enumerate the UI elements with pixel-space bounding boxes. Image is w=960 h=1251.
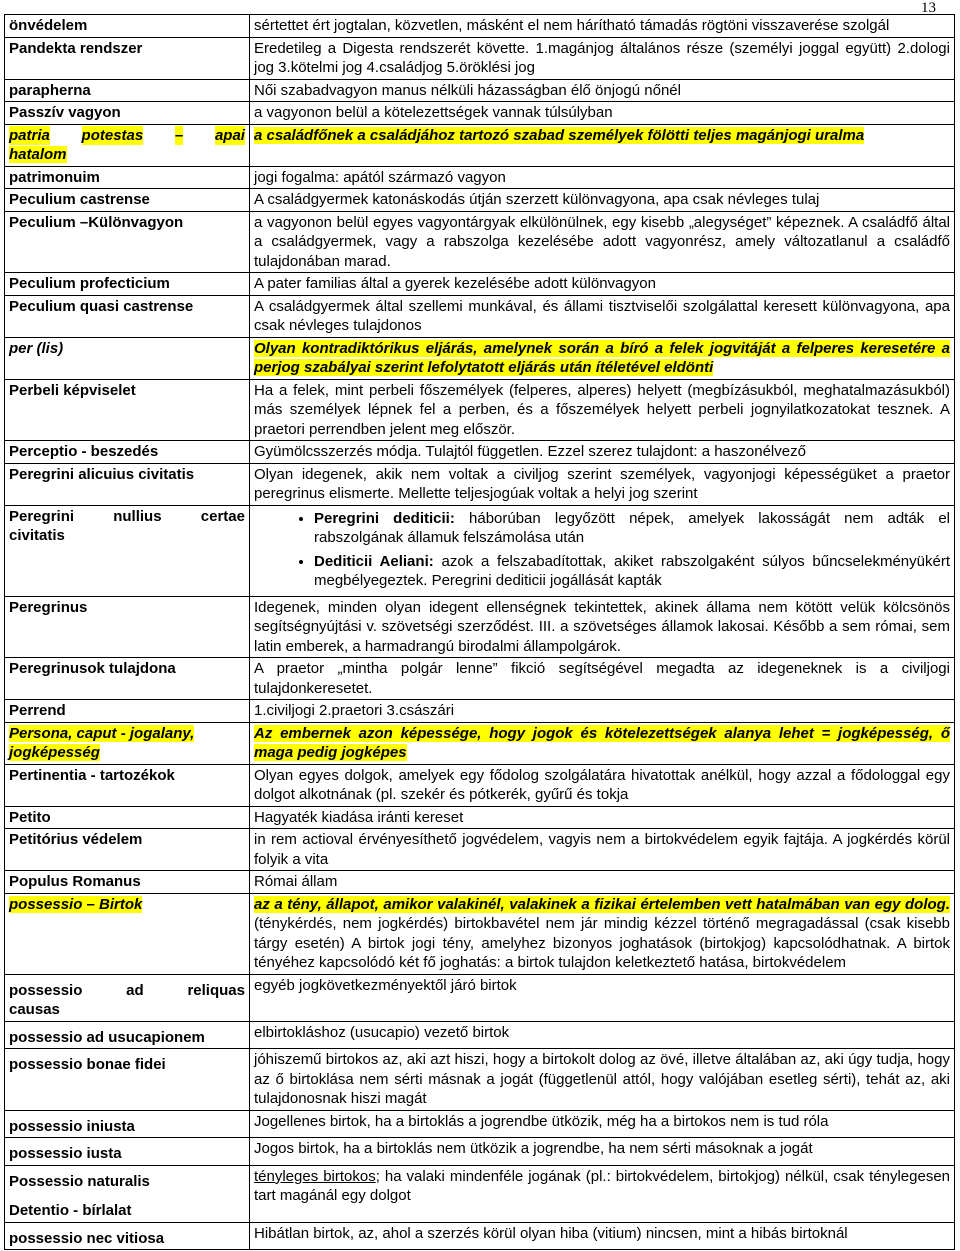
- definition-cell: Hagyaték kiadása iránti kereset: [250, 806, 955, 829]
- term-word: Peregrini: [9, 507, 75, 525]
- definition-cell: a vagyonon belül a kötelezettségek vannak túlsúlyban: [250, 102, 955, 125]
- table-row: [5, 79, 955, 102]
- term-cell: [5, 893, 250, 974]
- definition-cell: A praetor „mintha polgár lenne” fikció segítségével megadta az idegeneknek is a civiljogi tulajdonkeresetet.: [250, 658, 955, 700]
- table-row: [5, 658, 955, 700]
- highlighted-text: possessio – Birtok: [9, 895, 143, 913]
- bullet-text: azok a felszabadítottak, akiket rabszolgaként súlyos bűncselekményükért megbélyegeztek. Peregrini dediticii jogállását kapták: [314, 552, 950, 589]
- definition-cell: Jogellenes birtok, ha a birtoklás a jogrendbe ütközik, még ha a birtokos nem is tud róla: [250, 1110, 955, 1138]
- term-cell: possessio iusta: [5, 1138, 250, 1166]
- term-cell: Passzív vagyon: [5, 102, 250, 125]
- table-row: [5, 764, 955, 806]
- term-cell: Peculium –Különvagyon: [5, 211, 250, 273]
- highlighted-text: Az embernek azon képessége, hogy jogok és kötelezettségek alanya lehet = jogképesség, ő maga pedig jogképes: [254, 724, 950, 761]
- definition-cell: jogi fogalma: apától származó vagyon: [250, 166, 955, 189]
- bullet-label: Peregrini dediticii:: [314, 509, 455, 527]
- definition-cell: jóhiszemű birtokos az, aki azt hiszi, hogy a birtokolt dolog az övé, illetve általában az, aki úgy tudja, hogy az ő birtoklása nem sérti másnak a jogát (függetlenül attól, hogy valójában esetleg sérti), tehát az, aki tulajdonosnak hiszi magát: [250, 1049, 955, 1111]
- definition-cell: [250, 505, 955, 596]
- term-cell: parapherna: [5, 79, 250, 102]
- table-row: [5, 337, 955, 379]
- table-row: [5, 806, 955, 829]
- term-cell: Peculium quasi castrense: [5, 295, 250, 337]
- term-cell: Peregrini alicuius civitatis: [5, 463, 250, 505]
- page-number: 13: [921, 0, 936, 16]
- table-row: [5, 596, 955, 658]
- definition-cell: Gyümölcsszerzés módja. Tulajtól független. Ezzel szerez tulajdont: a haszonélvező: [250, 441, 955, 464]
- bullet-text: háborúban legyőzött népek, amelyek lakosságát nem adták el rabszolgának államuk felszámolása után: [314, 509, 950, 546]
- term-word: hatalom: [9, 146, 67, 163]
- term-cell: Petito: [5, 806, 250, 829]
- list-item: [314, 509, 950, 548]
- definition-cell: sértettet ért jogtalan, közvetlen, másként el nem hárítható támadás rögtöni visszaverése szolgál: [250, 15, 955, 38]
- term-word: reliquas: [187, 981, 245, 999]
- table-row: [5, 441, 955, 464]
- term-cell: possessio ad usucapionem: [5, 1021, 250, 1049]
- term-cell: possessio iniusta: [5, 1110, 250, 1138]
- term-word: patria: [9, 126, 50, 144]
- term-cell: Pandekta rendszer: [5, 37, 250, 79]
- definition-cell: Jogos birtok, ha a birtoklás nem ütközik a jogrendbe, ha nem sérti másoknak a jogát: [250, 1138, 955, 1166]
- table-row: [5, 1222, 955, 1250]
- definition-cell: A családgyermek által szellemi munkával, és állami tisztviselői szolgálattal keresett különvagyona, apa csak névleges tulajdonos: [250, 295, 955, 337]
- term-cell: Pertinentia - tartozékok: [5, 764, 250, 806]
- table-row: [5, 15, 955, 38]
- term-cell: Peregrinus: [5, 596, 250, 658]
- definition-cell: in rem actioval érvényesíthető jogvédelem, vagyis nem a birtokvédelem egyik fajtája. A jogkérdés körül folyik a vita: [250, 829, 955, 871]
- term-word: apai: [214, 126, 245, 144]
- term-cell: Peregrinusok tulajdona: [5, 658, 250, 700]
- term-cell: [5, 1165, 250, 1222]
- table-row: [5, 700, 955, 723]
- table-row: [5, 273, 955, 296]
- term-cell: possessio bonae fidei: [5, 1049, 250, 1111]
- table-row: [5, 1049, 955, 1111]
- table-row: [5, 1110, 955, 1138]
- definition-cell: A pater familias által a gyerek kezelésébe adott különvagyon: [250, 273, 955, 296]
- term-cell: Populus Romanus: [5, 871, 250, 894]
- definition-cell: [250, 893, 955, 974]
- definition-cell: Ha a felek, mint perbeli főszemélyek (felperes, alperes) helyett (megbízásukból, meghatalmazásukból) más személyek lépnek fel a perben, és a főszemélyek helyett perbeli jognyilatkozatokat tesznek. A praetori perrendben jelent meg először.: [250, 379, 955, 441]
- table-row: [5, 893, 955, 974]
- definition-cell: [250, 124, 955, 166]
- table-row: [5, 463, 955, 505]
- definition-text: ; ha valaki mindenféle jogának (pl.: birtokvédelem, birtokjog) nélkül, csak ténylegesen tart magánál egy dolgot: [254, 1167, 950, 1204]
- term-cell: Peculium castrense: [5, 189, 250, 212]
- definition-cell: egyéb jogkövetkezményektől járó birtok: [250, 974, 955, 1021]
- term-cell: patrimonuim: [5, 166, 250, 189]
- underlined-text: tényleges birtokos: [254, 1167, 376, 1185]
- table-row: [5, 1021, 955, 1049]
- table-row: [5, 871, 955, 894]
- term-cell: Peculium profecticium: [5, 273, 250, 296]
- term-cell: Perbeli képviselet: [5, 379, 250, 441]
- term-word: certae: [200, 507, 245, 525]
- term-cell: [5, 722, 250, 764]
- definition-cell: Római állam: [250, 871, 955, 894]
- table-row: [5, 124, 955, 166]
- term-word: potestas: [81, 126, 144, 144]
- term-cell: possessio nec vitiosa: [5, 1222, 250, 1250]
- definition-cell: 1.civiljogi 2.praetori 3.császári: [250, 700, 955, 723]
- highlighted-text: Persona, caput - jogalany, jogképesség: [9, 724, 195, 761]
- table-row: [5, 102, 955, 125]
- definition-cell: [250, 337, 955, 379]
- definition-cell: [250, 722, 955, 764]
- term-word: possessio: [9, 981, 83, 999]
- term-word: –: [174, 126, 184, 144]
- definition-text: (ténykérdés, nem jogkérdés) birtokbavétel nem jár mindig kézzel történő megragadással (csak kisebb tárgy esetén) A birtok jogi tény, amelyhez bizonyos joghatások (birtokjog) kapcsolódhatnak. A birtok tényéhez kapcsolódó két fő joghatás: a birtok tulajdon keletkeztető hatása, birtokvédelem: [254, 915, 950, 971]
- definition-cell: Olyan egyes dolgok, amelyek egy fődolog szolgálatára hivatottak anélkül, hogy azzal a fődologgal egy dolgot alkotnának (pl. szekér és pótkerék, gyűrű és tokja: [250, 764, 955, 806]
- glossary-table: [4, 14, 955, 1250]
- table-row: [5, 1138, 955, 1166]
- definition-cell: Női szabadvagyon manus nélküli házasságban élő önjogú nőnél: [250, 79, 955, 102]
- term-cell: [5, 505, 250, 596]
- definition-cell: Idegenek, minden olyan idegent ellenségnek tekintettek, akinek állama nem kötött velük kölcsönös segítségnyújtási v. szövetségi szerződést. III. a szövetséges államok lakosai. Később a sem római, sem latin emberek, a harmadrangú birodalmi állampolgárok.: [250, 596, 955, 658]
- term-word: causas: [9, 1001, 60, 1018]
- table-row: [5, 295, 955, 337]
- table-row: [5, 189, 955, 212]
- highlighted-text: a családfőnek a családjához tartozó szabad személyek fölötti teljes magánjogi uralma: [254, 126, 865, 144]
- bullet-label: Dediticii Aeliani:: [314, 552, 434, 570]
- table-row: [5, 37, 955, 79]
- table-row: [5, 166, 955, 189]
- highlighted-text: Olyan kontradiktórikus eljárás, amelynek során a bíró a felek jogvitáját a felperes keresetére a perjog szabályai szerint lefolytatott eljárás után ítéletével eldönti: [254, 339, 950, 376]
- table-row: [5, 974, 955, 1021]
- bullet-list: [254, 509, 950, 591]
- table-row: [5, 722, 955, 764]
- term-cell: önvédelem: [5, 15, 250, 38]
- term-word: civitatis: [9, 527, 65, 544]
- term-cell: per (lis): [5, 337, 250, 379]
- term-cell: [5, 124, 250, 166]
- table-row: [5, 505, 955, 596]
- term-word: nullius: [113, 507, 162, 525]
- term-cell: Perceptio - beszedés: [5, 441, 250, 464]
- definition-cell: A családgyermek katonáskodás útján szerzett különvagyona, apa csak névleges tulaj: [250, 189, 955, 212]
- definition-cell: elbirtokláshoz (usucapio) vezető birtok: [250, 1021, 955, 1049]
- table-row: [5, 1165, 955, 1222]
- definition-cell: Hibátlan birtok, az, ahol a szerzés körül olyan hiba (vitium) nincsen, mint a hibás birtoknál: [250, 1222, 955, 1250]
- table-row: [5, 211, 955, 273]
- table-row: [5, 379, 955, 441]
- term-cell: Perrend: [5, 700, 250, 723]
- term-word: Detentio - bírlalat: [9, 1202, 132, 1219]
- definition-cell: Eredetileg a Digesta rendszerét követte. 1.magánjog általános része (személyi joggal együtt) 2.dologi jog 3.kötelmi jog 4.családjog 5.öröklési jog: [250, 37, 955, 79]
- definition-cell: a vagyonon belül egyes vagyontárgyak elkülönülnek, egy kisebb „alegységet” képeznek. A családfő által a családgyermek, vagy a rabszolga kezelésébe adott vagyonrész, amely változatlanul a családfő tulajdonában marad.: [250, 211, 955, 273]
- term-word: Possessio naturalis: [9, 1172, 150, 1190]
- table-row: [5, 829, 955, 871]
- term-word: ad: [126, 981, 144, 999]
- definition-cell: Olyan idegenek, akik nem voltak a civiljog szerint személyek, vagyonjogi képességüket a praetor peregrinus elismerte. Mellette teljesjogúak voltak a helyi jog szerint: [250, 463, 955, 505]
- highlighted-text: az a tény, állapot, amikor valakinél, valakinek a fizikai értelemben vett hatalmában van egy dolog.: [254, 895, 950, 913]
- definition-cell: [250, 1165, 955, 1222]
- list-item: [314, 552, 950, 591]
- term-cell: [5, 974, 250, 1021]
- term-cell: Petitórius védelem: [5, 829, 250, 871]
